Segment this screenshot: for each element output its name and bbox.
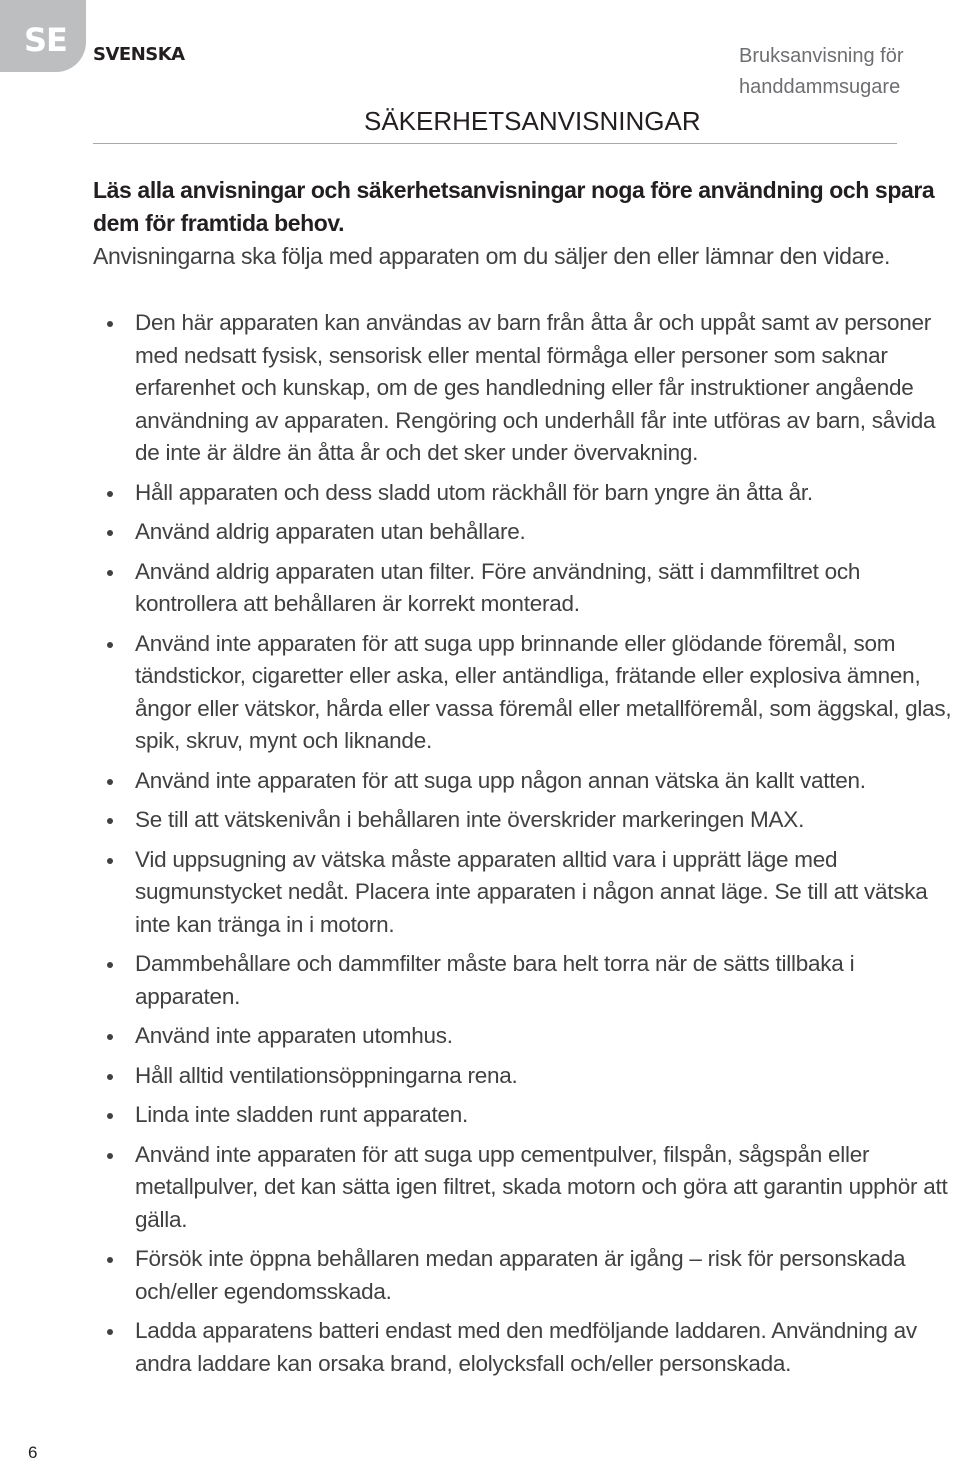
list-item-text: Använd inte apparaten utomhus. — [135, 1023, 453, 1048]
list-item-text: Använd inte apparaten för att suga upp någon annan vätska än kallt vatten. — [135, 767, 866, 793]
list-item-text: Försök inte öppna behållaren medan apparaten är igång – risk för personskada och/eller egendomsskada. — [135, 1246, 906, 1304]
safety-instruction-list — [106, 307, 958, 1387]
list-item-text: Håll alltid ventilationsöppningarna rena. — [135, 1062, 518, 1088]
bullet-icon — [107, 1034, 113, 1040]
bullet-icon — [107, 1074, 113, 1080]
intro-paragraph — [93, 174, 953, 273]
language-name: SVENSKA — [93, 44, 185, 65]
list-item — [106, 1099, 958, 1132]
list-item — [106, 516, 958, 549]
bullet-icon — [107, 1113, 113, 1119]
bullet-icon — [107, 642, 113, 648]
list-item-text: Använd aldrig apparaten utan behållare. — [135, 519, 526, 544]
list-item-text: Se till att vätskenivån i behållaren inte överskrider markeringen MAX. — [135, 807, 805, 832]
bullet-icon — [107, 779, 113, 785]
intro-bold-text: Läs alla anvisningar och säkerhetsanvisningar noga före användning och spara dem för framtida behov. — [93, 177, 935, 236]
list-item-text: Använd aldrig apparaten utan filter. Före användning, sätt i dammfiltret och kontrollera att behållaren är korrekt monterad. — [135, 558, 861, 616]
bullet-icon — [107, 491, 113, 497]
section-title: SÄKERHETSANVISNINGAR — [364, 106, 701, 136]
list-item — [106, 1315, 958, 1380]
intro-normal-text: Anvisningarna ska följa med apparaten om du säljer den eller lämnar den vidare. — [93, 243, 891, 269]
document-subtitle: Bruksanvisning för handdammsugare — [739, 45, 904, 98]
list-item-text: Linda inte sladden runt apparaten. — [135, 1102, 469, 1127]
list-item — [106, 1020, 958, 1053]
list-item-text: Använd inte apparaten för att suga upp cementpulver, filspån, sågspån eller metallpulver, det kan sätta igen filtret, skada motorn och göra att garantin upphör att gälla. — [135, 1141, 948, 1232]
list-item-text: Använd inte apparaten för att suga upp brinnande eller glödande föremål, som tändstickor, cigaretter eller aska, eller antändliga, frätande eller explosiva ämnen, ångor eller vätskor, hårda eller vassa föremål eller metallföremål, som äggskal, glas, spik, skruv, mynt och liknande. — [135, 630, 952, 753]
bullet-icon — [107, 1153, 113, 1159]
list-item-text: Den här apparaten kan användas av barn från åtta år och uppåt samt av personer med nedsatt fysisk, sensorisk eller mental förmåga eller personer som saknar erfarenhet och kunskap, om de ges handledning eller får instruktioner angående användning av apparaten. Rengöring och underhåll får inte utföras av barn, såvida de inte är äldre än åtta år och det sker under övervakning. — [135, 310, 936, 465]
bullet-icon — [107, 858, 113, 864]
list-item — [106, 765, 958, 798]
language-code: SE — [24, 21, 67, 59]
list-item-text: Vid uppsugning av vätska måste apparaten alltid vara i upprätt läge med sugmunstycket nedåt. Placera inte apparaten i någon annat läge. Se till att vätska inte kan tränga in i motorn. — [135, 846, 928, 937]
list-item — [106, 844, 958, 942]
list-item — [106, 307, 958, 470]
bullet-icon — [107, 570, 113, 576]
bullet-icon — [107, 1329, 113, 1335]
list-item-text: Håll apparaten och dess sladd utom räckhåll för barn yngre än åtta år. — [135, 479, 813, 505]
list-item — [106, 1060, 958, 1093]
list-item — [106, 556, 958, 621]
page-number: 6 — [28, 1443, 38, 1462]
bullet-icon — [107, 818, 113, 824]
header-divider — [93, 143, 897, 144]
list-item-text: Ladda apparatens batteri endast med den medföljande laddaren. Användning av andra laddare kan orsaka brand, elolycksfall och/eller personskada. — [135, 1318, 917, 1376]
bullet-icon — [107, 1257, 113, 1263]
list-item — [106, 477, 958, 510]
bullet-icon — [107, 962, 113, 968]
bullet-icon — [107, 321, 113, 327]
list-item — [106, 948, 958, 1013]
list-item-text: Dammbehållare och dammfilter måste bara helt torra när de sätts tillbaka i apparaten. — [135, 951, 855, 1009]
bullet-icon — [107, 530, 113, 536]
list-item — [106, 1139, 958, 1237]
language-tab — [0, 0, 86, 72]
list-item — [106, 628, 958, 758]
list-item — [106, 1243, 958, 1308]
list-item — [106, 804, 958, 837]
